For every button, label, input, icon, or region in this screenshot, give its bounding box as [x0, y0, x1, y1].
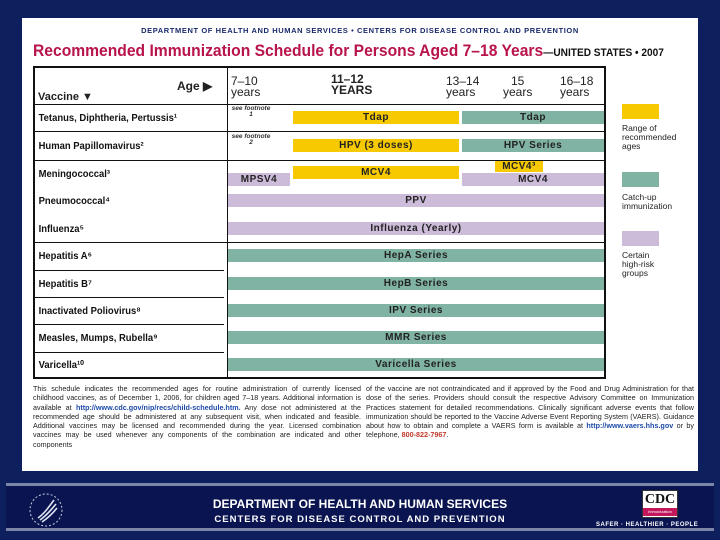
vaccine-hepatitis-b: Hepatitis B⁷	[38, 278, 92, 290]
vaccine-influenza: Influenza⁵	[38, 223, 84, 235]
bar-hpv-catchup: HPV Series	[462, 139, 604, 152]
bar-ppv: PPV	[228, 194, 604, 207]
bar-hepa: HepA Series	[228, 249, 604, 262]
title-main: Recommended Immunization Schedule for Persons Aged 7–18 Years	[33, 41, 544, 60]
age-col-15: 15 years	[503, 74, 533, 99]
bar-mcv4-highrisk: MCV4	[462, 173, 604, 186]
bar-mmr: MMR Series	[228, 331, 604, 344]
bar-mcv4-recommended: MCV4	[293, 166, 459, 179]
footer-cdc-name: CENTERS FOR DISEASE CONTROL AND PREVENTION	[214, 514, 506, 525]
legend-label-catchup: Catch-up immunization	[622, 192, 673, 211]
legend-label-highrisk: Certain high-risk groups	[622, 250, 655, 278]
schedule-table	[33, 66, 606, 379]
vaccine-meningococcal: Meningococcal³	[38, 168, 111, 180]
legend-swatch-highrisk	[622, 231, 659, 246]
legend-swatch-catchup	[622, 172, 659, 187]
cdc-logo-text: CDC	[644, 492, 676, 507]
age-col-11-12: 11–12 YEARS	[331, 72, 373, 97]
note-text: .	[446, 430, 449, 440]
note-text: This schedule indicates the recommended ages for routine administration of currently licensed childhood vaccines, as of December 1, 2006, for children aged 7–18 years. Additional information is available at	[33, 384, 361, 412]
vaccine-varicella: Varicella¹⁰	[38, 359, 84, 371]
vaccine-hpv: Human Papillomavirus²	[38, 140, 144, 152]
vaccine-pneumococcal: Pneumococcal⁴	[38, 195, 110, 207]
page-title	[33, 41, 664, 61]
note-text: of the vaccine are not contraindicated and if approved by the Food and Drug Administration for that dose of the series. Providers should consult the respective Advisory Committee on Immunization Practices statement for detailed recommendations. Clinically significant adverse events that follow immunization should be reported to the Vaccine Adverse Event Reporting System (VAERS). Guidance about how to obtain and complete a VAERS form is available at	[366, 384, 694, 431]
vaccine-hepatitis-a: Hepatitis A⁶	[38, 250, 92, 262]
bar-varicella: Varicella Series	[228, 358, 604, 371]
cdc-logo	[642, 490, 678, 518]
age-col-13-14: 13–14 years	[446, 74, 480, 99]
vaccine-tdap: Tetanus, Diphtheria, Pertussis¹	[38, 112, 178, 124]
note-text: or by telephone,	[366, 421, 694, 440]
footer-banner	[6, 483, 714, 531]
title-suffix: —UNITED STATES • 2007	[543, 47, 664, 59]
row-divider	[35, 104, 604, 105]
tagline: SAFER · HEALTHIER · PEOPLE	[596, 522, 699, 528]
note-text: Any dose not administered at the recommended age should be administered at any subsequent visit, when indicated and feasible. Additional vaccines may be licensed and recommended during the year. Licensed combination vaccines may be used whenever any components of the combination are indicated and other components	[33, 402, 362, 449]
bar-mcv4-star: MCV4³	[495, 161, 543, 172]
row-divider	[35, 270, 224, 271]
vaccine-header: Vaccine ▼	[38, 91, 93, 103]
row-divider	[35, 297, 224, 298]
footer-dept: DEPARTMENT OF HEALTH AND HUMAN SERVICES	[212, 497, 508, 511]
bar-hpv-recommended: HPV (3 doses)	[293, 139, 459, 152]
cdc-logo-sub: Immunization	[643, 508, 677, 516]
bar-tdap-catchup: Tdap	[462, 111, 604, 124]
bar-tdap-recommended: Tdap	[293, 111, 459, 124]
vaers-link[interactable]: http://www.vaers.hhs.gov	[586, 421, 674, 431]
row-divider	[35, 242, 604, 243]
age-col-7-10: 7–10 years	[231, 74, 261, 99]
bar-hepb: HepB Series	[228, 277, 604, 290]
age-header: Age ▶	[177, 79, 213, 93]
department-line: DEPARTMENT OF HEALTH AND HUMAN SERVICES • CENTERS FOR DISEASE CONTROL AND PREVENTION	[141, 26, 579, 35]
vaccine-mmr: Measles, Mumps, Rubella⁹	[38, 332, 158, 344]
schedule-link[interactable]: http://www.cdc.gov/nip/recs/child-schedule.htm.	[75, 402, 241, 412]
notes-left	[33, 384, 361, 449]
row-divider	[35, 352, 224, 353]
bar-mpsv4: MPSV4	[228, 173, 290, 186]
phone-number: 800-822-7967	[401, 430, 447, 440]
legend-label-recommended: Range of recommended ages	[622, 123, 677, 151]
notes-right	[366, 384, 694, 440]
vaccine-polio: Inactivated Poliovirus⁸	[38, 305, 141, 317]
bar-ipv: IPV Series	[228, 304, 604, 317]
footnote-1-ref: see footnote 1	[231, 105, 271, 118]
legend-swatch-recommended	[622, 104, 659, 119]
bar-influenza: Influenza (Yearly)	[228, 222, 604, 235]
age-col-16-18: 16–18 years	[560, 74, 594, 99]
footnote-2-ref: see footnote 2	[231, 133, 271, 146]
row-divider	[35, 324, 224, 325]
row-divider	[35, 131, 604, 132]
